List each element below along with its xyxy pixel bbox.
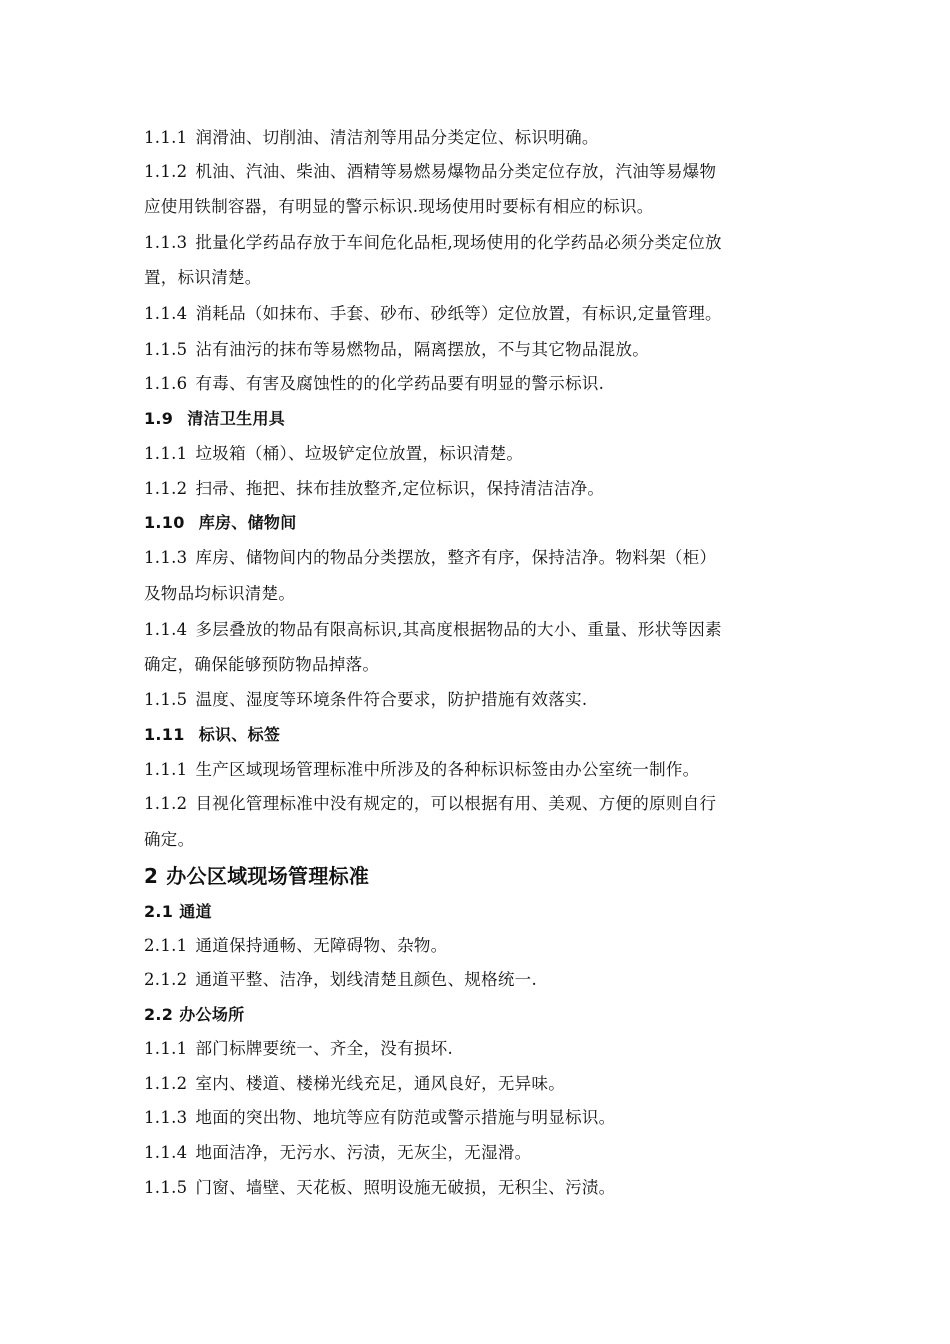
section-title: 标识、标签 [198, 725, 281, 744]
paragraph-line [144, 1074, 824, 1094]
paragraph-line [144, 548, 824, 568]
clause-number: 1.1.1 [144, 128, 188, 147]
section-heading [144, 409, 824, 429]
clause-text: 有毒、有害及腐蚀性的的化学药品要有明显的警示标识. [195, 374, 605, 393]
paragraph-line [144, 690, 824, 710]
clause-number: 1.1.2 [144, 794, 188, 813]
clause-text: 置，标识清楚。 [144, 268, 262, 287]
clause-number: 1.1.6 [144, 374, 188, 393]
paragraph-line [144, 1039, 824, 1059]
clause-text: 温度、湿度等环境条件符合要求，防护措施有效落实. [195, 690, 588, 709]
clause-number: 1.1.4 [144, 1143, 188, 1162]
chapter-title: 办公区域现场管理标准 [166, 864, 370, 888]
paragraph-line [144, 304, 824, 324]
clause-text: 确定，确保能够预防物品掉落。 [144, 655, 380, 674]
paragraph-line [144, 936, 824, 956]
paragraph-line [144, 128, 824, 148]
clause-text: 生产区域现场管理标准中所涉及的各种标识标签由办公室统一制作。 [195, 760, 700, 779]
paragraph-line [144, 479, 824, 499]
clause-text: 批量化学药品存放于车间危化品柜,现场使用的化学药品必须分类定位放 [195, 233, 722, 252]
paragraph-line [144, 374, 824, 394]
section-title: 清洁卫生用具 [187, 409, 286, 428]
paragraph-line [144, 1143, 824, 1163]
clause-text: 库房、储物间内的物品分类摆放，整齐有序，保持洁净。物料架（柜） [195, 548, 717, 567]
chapter-number: 2 [144, 864, 159, 888]
paragraph-line [144, 1108, 824, 1128]
clause-text: 门窗、墙壁、天花板、照明设施无破损，无积尘、污渍。 [195, 1178, 616, 1197]
section-number: 2.1 [144, 902, 174, 921]
clause-number: 1.1.1 [144, 444, 188, 463]
clause-text: 消耗品（如抹布、手套、砂布、砂纸等）定位放置，有标识,定量管理。 [195, 304, 722, 323]
clause-text: 应使用铁制容器，有明显的警示标识.现场使用时要标有相应的标识。 [144, 197, 654, 216]
continuation-line [144, 655, 824, 675]
chapter-heading [144, 864, 824, 888]
clause-text: 机油、汽油、柴油、酒精等易燃易爆物品分类定位存放，汽油等易爆物 [195, 162, 717, 181]
section-title: 通道 [179, 902, 212, 921]
clause-text: 地面洁净，无污水、污渍，无灰尘，无湿滑。 [195, 1143, 532, 1162]
clause-number: 1.1.2 [144, 1074, 188, 1093]
clause-number: 1.1.3 [144, 1108, 188, 1127]
clause-number: 1.1.1 [144, 1039, 188, 1058]
section-number: 1.11 [144, 725, 185, 744]
clause-text: 通道保持通畅、无障碍物、杂物。 [195, 936, 448, 955]
paragraph-line [144, 233, 824, 253]
continuation-line [144, 197, 824, 217]
clause-text: 扫帚、拖把、抹布挂放整齐,定位标识，保持清洁洁净。 [195, 479, 605, 498]
section-number: 2.2 [144, 1005, 174, 1024]
clause-text: 通道平整、洁净，划线清楚且颜色、规格统一. [195, 970, 538, 989]
continuation-line [144, 830, 824, 850]
clause-number: 2.1.1 [144, 936, 188, 955]
paragraph-line [144, 340, 824, 360]
section-heading [144, 725, 824, 745]
clause-number: 1.1.5 [144, 690, 188, 709]
clause-text: 垃圾箱（桶）、垃圾铲定位放置，标识清楚。 [195, 444, 524, 463]
section-number: 1.10 [144, 513, 185, 532]
paragraph-line [144, 620, 824, 640]
clause-number: 1.1.1 [144, 760, 188, 779]
clause-text: 室内、楼道、楼梯光线充足，通风良好，无异味。 [195, 1074, 566, 1093]
paragraph-line [144, 444, 824, 464]
paragraph-line [144, 1178, 824, 1198]
section-title: 库房、储物间 [198, 513, 297, 532]
clause-text: 多层叠放的物品有限高标识,其高度根据物品的大小、重量、形状等因素 [195, 620, 722, 639]
clause-text: 目视化管理标准中没有规定的，可以根据有用、美观、方便的原则自行 [195, 794, 717, 813]
clause-text: 沾有油污的抹布等易燃物品，隔离摆放，不与其它物品混放。 [195, 340, 650, 359]
clause-number: 2.1.2 [144, 970, 188, 989]
clause-text: 确定。 [144, 830, 195, 849]
clause-number: 1.1.4 [144, 304, 188, 323]
clause-text: 及物品均标识清楚。 [144, 584, 296, 603]
section-title: 办公场所 [179, 1005, 245, 1024]
section-heading [144, 1005, 824, 1025]
continuation-line [144, 584, 824, 604]
paragraph-line [144, 760, 824, 780]
section-heading [144, 513, 824, 533]
clause-number: 1.1.4 [144, 620, 188, 639]
paragraph-line [144, 162, 824, 182]
continuation-line [144, 268, 824, 288]
paragraph-line [144, 794, 824, 814]
clause-text: 地面的突出物、地坑等应有防范或警示措施与明显标识。 [195, 1108, 616, 1127]
paragraph-line [144, 970, 824, 990]
clause-number: 1.1.3 [144, 233, 188, 252]
section-heading [144, 902, 824, 922]
clause-number: 1.1.2 [144, 479, 188, 498]
clause-number: 1.1.3 [144, 548, 188, 567]
clause-number: 1.1.5 [144, 340, 188, 359]
section-number: 1.9 [144, 409, 174, 428]
clause-text: 润滑油、切削油、清洁剂等用品分类定位、标识明确。 [195, 128, 599, 147]
clause-number: 1.1.5 [144, 1178, 188, 1197]
clause-number: 1.1.2 [144, 162, 188, 181]
clause-text: 部门标牌要统一、齐全，没有损坏. [195, 1039, 454, 1058]
